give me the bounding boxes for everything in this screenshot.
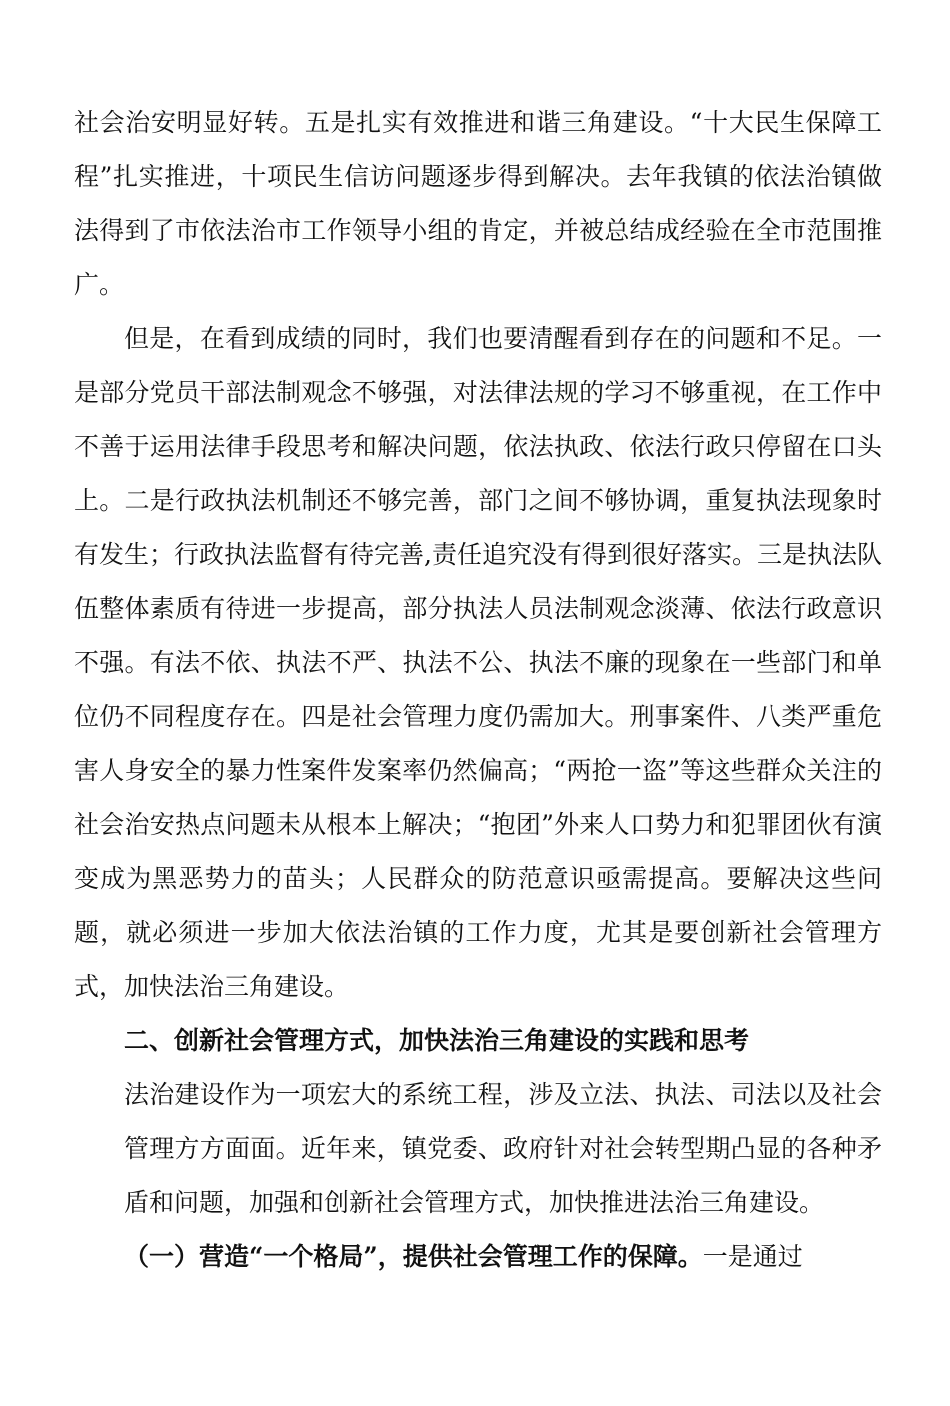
subheading-1: （一）营造“一个格局”，提供社会管理工作的保障。 bbox=[124, 1242, 703, 1271]
paragraph-4 bbox=[74, 1230, 882, 1284]
paragraph-4-text: 一是通过 bbox=[702, 1242, 803, 1271]
paragraph-1: 社会治安明显好转。五是扎实有效推进和谐三角建设。“十大民生保障工程”扎实推进，十项民生信访问题逐步得到解决。去年我镇的依法治镇做法得到了市依法治市工作领导小组的肯定，并被总结成经验在全市范围推广。 bbox=[74, 108, 882, 299]
paragraph-2: 但是，在看到成绩的同时，我们也要清醒看到存在的问题和不足。一是部分党员干部法制观念不够强，对法律法规的学习不够重视，在工作中不善于运用法律手段思考和解决问题，依法执政、依法行政只停留在口头上。二是行政执法机制还不够完善，部门之间不够协调，重复执法现象时有发生；行政执法监督有待完善,责任追究没有得到很好落实。三是执法队伍整体素质有待进一步提高，部分执法人员法制观念淡薄、依法行政意识不强。有法不依、执法不严、执法不公、执法不廉的现象在一些部门和单位仍不同程度存在。四是社会管理力度仍需加大。刑事案件、八类严重危害人身安全的暴力性案件发案率仍然偏高；“两抢一盗”等这些群众关注的社会治安热点问题未从根本上解决；“抱团”外来人口势力和犯罪团伙有演变成为黑恶势力的苗头；人民群众的防范意识亟需提高。要解决这些问题，就必须进一步加大依法治镇的工作力度，尤其是要创新社会管理方式，加快法治三角建设。 bbox=[74, 324, 882, 1001]
paragraph-3: 法治建设作为一项宏大的系统工程，涉及立法、执法、司法以及社会管理方方面面。近年来，镇党委、政府针对社会转型期凸显的各种矛盾和问题，加强和创新社会管理方式，加快推进法治三角建设。 bbox=[124, 1080, 882, 1217]
section-heading-2: 二、创新社会管理方式，加快法治三角建设的实践和思考 bbox=[124, 1026, 750, 1055]
document-body bbox=[74, 96, 882, 1284]
